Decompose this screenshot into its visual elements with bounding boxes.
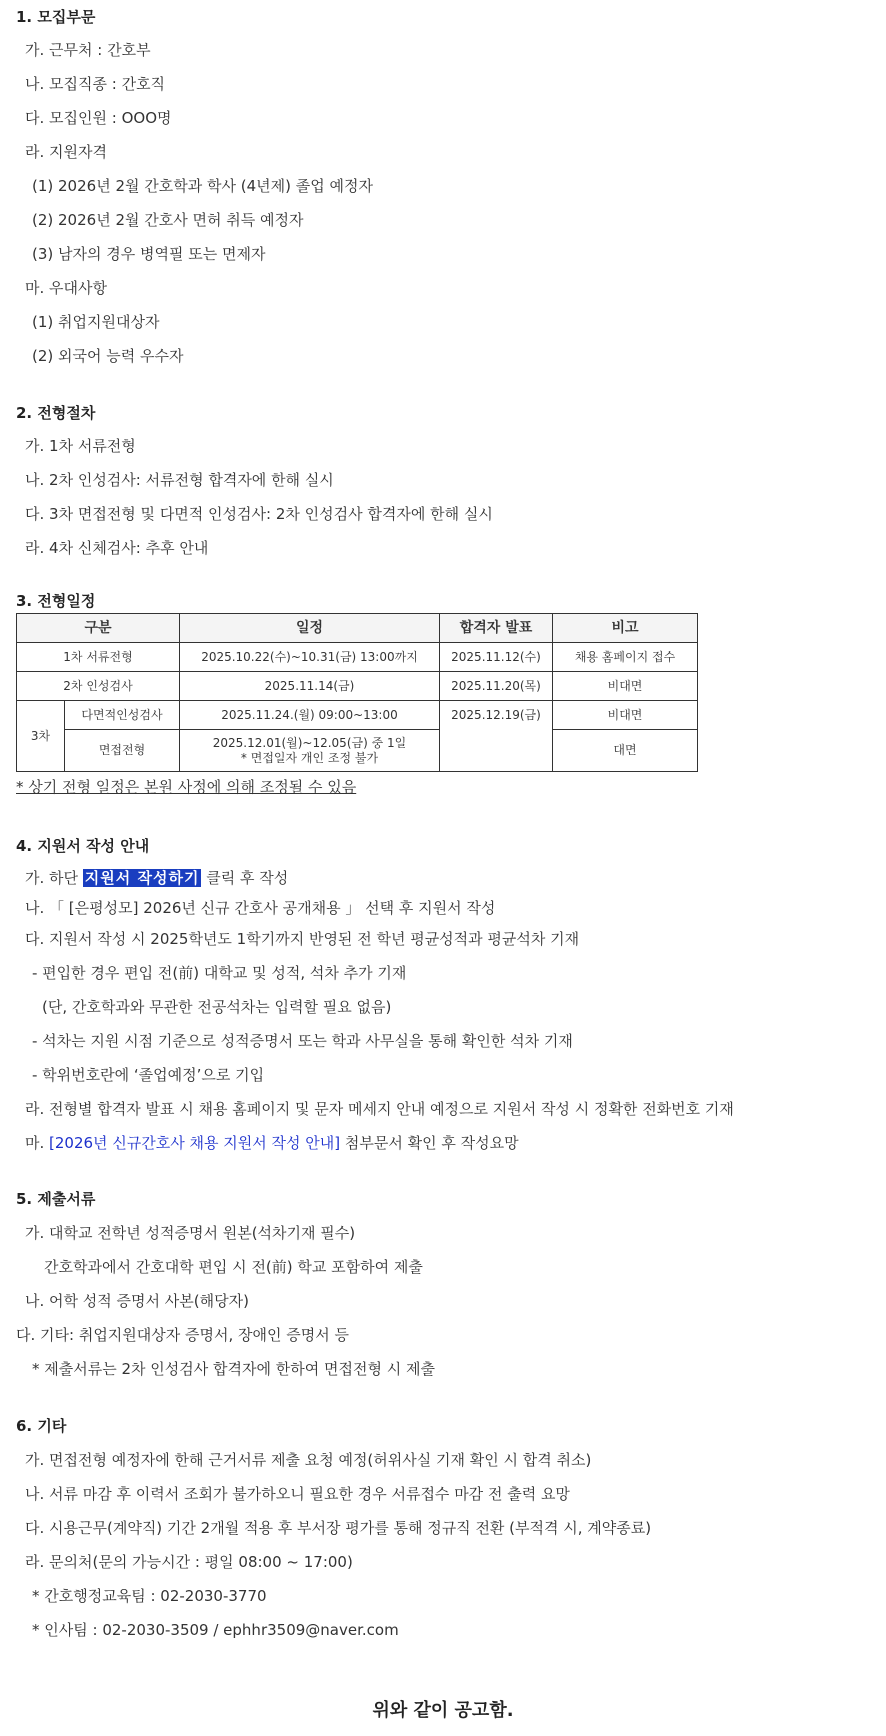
write-application-button[interactable]: 지원서 작성하기	[84, 869, 200, 887]
s4-item-c1: - 편입한 경우 편입 전(前) 대학교 및 성적, 석차 추가 기재	[32, 964, 407, 982]
header-schedule: 일정	[180, 614, 440, 643]
cell-note: 비대면	[553, 672, 698, 701]
s4-e-prefix: 마.	[25, 1134, 50, 1152]
cell-note: 대면	[553, 730, 698, 772]
s4-item-c1b: (단, 간호학과와 무관한 전공석차는 입력할 필요 없음)	[42, 998, 392, 1016]
s4-item-d: 라. 전형별 합격자 발표 시 채용 홈페이지 및 문자 메세지 안내 예정으로 지원서 작성 시 정확한 전화번호 기재	[25, 1100, 734, 1118]
s1-item-c: 다. 모집인원 : OOO명	[25, 109, 172, 127]
header-note: 비고	[553, 614, 698, 643]
s4-item-c3: - 학위번호란에 ‘졸업예정’으로 기입	[32, 1066, 265, 1084]
s1-item-a: 가. 근무처 : 간호부	[25, 41, 151, 59]
cell-substage: 면접전형	[65, 730, 180, 772]
s5-item-c: 다. 기타: 취업지원대상자 증명서, 장애인 증명서 등	[16, 1326, 350, 1344]
s2-item-c: 다. 3차 면접전형 및 다면적 인성검사: 2차 인성검사 합격자에 한해 실시	[25, 505, 493, 523]
cell-announce: 2025.11.12(수)	[440, 643, 553, 672]
s4-item-c2: - 석차는 지원 시점 기준으로 성적증명서 또는 학과 사무실을 통해 확인한 석차 기재	[32, 1032, 573, 1050]
s2-item-d: 라. 4차 신체검사: 추후 안내	[25, 539, 209, 557]
s5-item-a: 가. 대학교 전학년 성적증명서 원본(석차기재 필수)	[25, 1224, 356, 1242]
table-row	[17, 672, 698, 701]
header-announce: 합격자 발표	[440, 614, 553, 643]
s1-item-e: 마. 우대사항	[25, 279, 107, 297]
s4-item-c: 다. 지원서 작성 시 2025학년도 1학기까지 반영된 전 학년 평균성적과 평균석차 기재	[25, 930, 580, 948]
section-2-title: 2. 전형절차	[16, 404, 96, 422]
table-header-row	[17, 614, 698, 643]
section-6-title: 6. 기타	[16, 1417, 67, 1435]
cell-stage: 2차 인성검사	[17, 672, 180, 701]
schedule-line: 2025.12.01(월)~12.05(금) 중 1일	[212, 735, 407, 750]
s1-item-d1: (1) 2026년 2월 간호학과 학사 (4년제) 졸업 예정자	[32, 177, 373, 195]
s5-item-b: 나. 어학 성적 증명서 사본(해당자)	[25, 1292, 249, 1310]
s4-item-a	[25, 868, 288, 888]
s1-item-d: 라. 지원자격	[25, 143, 107, 161]
section-3-title: 3. 전형일정	[16, 592, 96, 610]
cell-note: 채용 홈페이지 접수	[553, 643, 698, 672]
cell-schedule: 2025.11.14(금)	[180, 672, 440, 701]
schedule-table	[16, 613, 698, 772]
s1-item-e2: (2) 외국어 능력 우수자	[32, 347, 184, 365]
cell-note: 비대면	[553, 701, 698, 730]
s1-item-d2: (2) 2026년 2월 간호사 면허 취득 예정자	[32, 211, 304, 229]
s5-item-c1: * 제출서류는 2차 인성검사 합격자에 한하여 면접전형 시 제출	[32, 1360, 435, 1378]
s2-item-a: 가. 1차 서류전형	[25, 437, 136, 455]
schedule-footnote: * 상기 전형 일정은 본원 사정에 의해 조정될 수 있음	[16, 778, 357, 796]
cell-announce: 2025.12.19(금)	[440, 701, 553, 772]
s6-item-b: 나. 서류 마감 후 이력서 조회가 불가하오니 필요한 경우 서류접수 마감 전 출력 요망	[25, 1485, 570, 1503]
s4-item-b: 나. 「 [은평성모] 2026년 신규 간호사 공개채용 」 선택 후 지원서 작성	[25, 899, 496, 917]
table-row	[17, 730, 698, 772]
s4-item-e	[25, 1133, 519, 1153]
schedule-subnote: * 면접일자 개인 조정 불가	[240, 750, 379, 765]
s6-item-a: 가. 면접전형 예정자에 한해 근거서류 제출 요청 예정(허위사실 기재 확인 시 합격 취소)	[25, 1451, 592, 1469]
cell-schedule-multi	[180, 730, 440, 772]
cell-schedule: 2025.11.24.(월) 09:00~13:00	[180, 701, 440, 730]
table-row	[17, 643, 698, 672]
s6-item-d2: * 인사팀 : 02-2030-3509 / ephhr3509@naver.com	[32, 1621, 399, 1639]
cell-stage: 1차 서류전형	[17, 643, 180, 672]
s1-item-d3: (3) 남자의 경우 병역필 또는 면제자	[32, 245, 266, 263]
cell-schedule: 2025.10.22(수)~10.31(금) 13:00까지	[180, 643, 440, 672]
header-category: 구분	[17, 614, 180, 643]
table-row	[17, 701, 698, 730]
section-1-title: 1. 모집부문	[16, 8, 96, 26]
section-4-title: 4. 지원서 작성 안내	[16, 837, 150, 855]
closing-statement: 위와 같이 공고함.	[372, 1700, 514, 1721]
s5-item-a1: 간호학과에서 간호대학 편입 시 전(前) 학교 포함하여 제출	[44, 1258, 423, 1276]
s4-e-suffix: 첨부문서 확인 후 작성요망	[340, 1134, 519, 1152]
s6-item-c: 다. 시용근무(계약직) 기간 2개월 적용 후 부서장 평가를 통해 정규직 전환 (부적격 시, 계약종료)	[25, 1519, 652, 1537]
cell-substage: 다면적인성검사	[65, 701, 180, 730]
application-guide-link[interactable]: [2026년 신규간호사 채용 지원서 작성 안내]	[49, 1134, 341, 1152]
s4-a-suffix: 클릭 후 작성	[201, 869, 289, 887]
s6-item-d1: * 간호행정교육팀 : 02-2030-3770	[32, 1587, 267, 1605]
cell-announce: 2025.11.20(목)	[440, 672, 553, 701]
s1-item-b: 나. 모집직종 : 간호직	[25, 75, 166, 93]
cell-group: 3차	[17, 701, 65, 772]
s2-item-b: 나. 2차 인성검사: 서류전형 합격자에 한해 실시	[25, 471, 334, 489]
section-5-title: 5. 제출서류	[16, 1190, 96, 1208]
s6-item-d: 라. 문의처(문의 가능시간 : 평일 08:00 ~ 17:00)	[25, 1553, 353, 1571]
s4-a-prefix: 가. 하단	[25, 869, 83, 887]
s1-item-e1: (1) 취업지원대상자	[32, 313, 160, 331]
